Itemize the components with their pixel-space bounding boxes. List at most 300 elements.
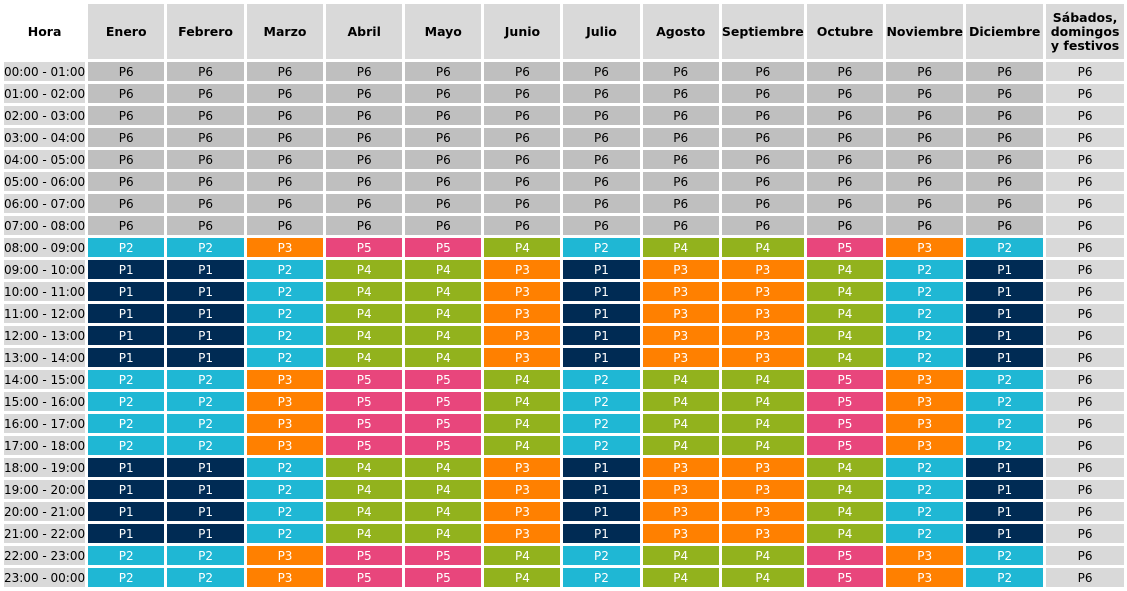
period-cell: P4 — [326, 524, 402, 543]
period-cell: P3 — [247, 546, 323, 565]
period-cell: P6 — [247, 172, 323, 191]
period-cell: P5 — [326, 370, 402, 389]
period-cell: P1 — [563, 458, 639, 477]
period-cell: P6 — [167, 216, 244, 235]
hour-label: 18:00 - 19:00 — [4, 458, 85, 477]
table-row — [4, 524, 1124, 543]
weekend-period-cell: P6 — [1046, 546, 1124, 565]
period-cell: P1 — [88, 326, 164, 345]
period-cell: P1 — [167, 502, 244, 521]
period-cell: P6 — [886, 128, 963, 147]
weekend-period-cell: P6 — [1046, 568, 1124, 587]
period-cell: P1 — [167, 304, 244, 323]
period-cell: P4 — [722, 370, 804, 389]
period-cell: P6 — [643, 172, 719, 191]
period-cell: P6 — [484, 128, 560, 147]
weekend-period-cell: P6 — [1046, 106, 1124, 125]
hour-label: 03:00 - 04:00 — [4, 128, 85, 147]
period-cell: P3 — [722, 502, 804, 521]
period-cell: P5 — [807, 414, 884, 433]
weekend-period-cell: P6 — [1046, 502, 1124, 521]
period-cell: P1 — [88, 260, 164, 279]
period-cell: P2 — [563, 568, 639, 587]
period-cell: P6 — [326, 106, 402, 125]
period-cell: P4 — [484, 436, 560, 455]
period-cell: P2 — [247, 502, 323, 521]
period-cell: P6 — [886, 194, 963, 213]
period-cell: P2 — [886, 282, 963, 301]
period-cell: P2 — [88, 546, 164, 565]
period-cell: P6 — [88, 84, 164, 103]
period-cell: P3 — [643, 348, 719, 367]
period-cell: P2 — [886, 260, 963, 279]
period-cell: P6 — [807, 84, 884, 103]
period-cell: P3 — [722, 458, 804, 477]
period-cell: P2 — [88, 414, 164, 433]
period-cell: P1 — [563, 524, 639, 543]
period-cell: P2 — [886, 502, 963, 521]
period-cell: P6 — [563, 62, 639, 81]
period-cell: P6 — [247, 194, 323, 213]
period-cell: P6 — [643, 216, 719, 235]
hour-label: 05:00 - 06:00 — [4, 172, 85, 191]
period-cell: P6 — [722, 84, 804, 103]
period-cell: P3 — [484, 348, 560, 367]
period-cell: P2 — [966, 436, 1043, 455]
period-cell: P1 — [167, 348, 244, 367]
period-cell: P4 — [484, 238, 560, 257]
period-cell: P4 — [405, 458, 481, 477]
weekend-period-cell: P6 — [1046, 370, 1124, 389]
period-cell: P5 — [405, 546, 481, 565]
period-cell: P4 — [722, 436, 804, 455]
weekend-period-cell: P6 — [1046, 282, 1124, 301]
table-row — [4, 62, 1124, 81]
period-cell: P3 — [484, 282, 560, 301]
hour-label: 20:00 - 21:00 — [4, 502, 85, 521]
hour-label: 04:00 - 05:00 — [4, 150, 85, 169]
hour-label: 14:00 - 15:00 — [4, 370, 85, 389]
period-cell: P6 — [563, 106, 639, 125]
period-cell: P2 — [167, 568, 244, 587]
period-cell: P1 — [88, 524, 164, 543]
period-cell: P1 — [88, 348, 164, 367]
table-row — [4, 172, 1124, 191]
hour-label: 01:00 - 02:00 — [4, 84, 85, 103]
month-header-mayo: Mayo — [405, 4, 481, 59]
period-cell: P5 — [405, 568, 481, 587]
weekend-period-cell: P6 — [1046, 480, 1124, 499]
period-cell: P6 — [88, 172, 164, 191]
period-cell: P4 — [807, 260, 884, 279]
period-cell: P6 — [563, 128, 639, 147]
month-header-septiembre: Septiembre — [722, 4, 804, 59]
period-cell: P5 — [326, 568, 402, 587]
period-cell: P6 — [484, 150, 560, 169]
period-cell: P4 — [722, 392, 804, 411]
period-cell: P6 — [88, 62, 164, 81]
period-cell: P3 — [886, 414, 963, 433]
hour-label: 13:00 - 14:00 — [4, 348, 85, 367]
weekend-period-cell: P6 — [1046, 150, 1124, 169]
hour-label: 11:00 - 12:00 — [4, 304, 85, 323]
period-cell: P4 — [722, 238, 804, 257]
month-header-abril: Abril — [326, 4, 402, 59]
period-cell: P4 — [405, 326, 481, 345]
period-cell: P1 — [966, 458, 1043, 477]
period-cell: P1 — [167, 282, 244, 301]
period-cell: P6 — [722, 62, 804, 81]
period-cell: P3 — [643, 326, 719, 345]
period-cell: P4 — [643, 568, 719, 587]
table-row — [4, 128, 1124, 147]
table-row — [4, 480, 1124, 499]
period-cell: P1 — [88, 480, 164, 499]
table-row — [4, 260, 1124, 279]
period-cell: P2 — [966, 568, 1043, 587]
period-cell: P3 — [643, 304, 719, 323]
month-header-julio: Julio — [563, 4, 639, 59]
period-cell: P3 — [484, 458, 560, 477]
period-cell: P6 — [88, 106, 164, 125]
period-cell: P4 — [484, 546, 560, 565]
weekend-holiday-header: Sábados, domingos y festivos — [1046, 4, 1124, 59]
period-cell: P3 — [643, 480, 719, 499]
period-cell: P2 — [247, 326, 323, 345]
period-cell: P3 — [247, 238, 323, 257]
period-cell: P1 — [167, 260, 244, 279]
period-cell: P1 — [563, 502, 639, 521]
period-cell: P4 — [326, 348, 402, 367]
period-cell: P6 — [966, 216, 1043, 235]
hour-label: 17:00 - 18:00 — [4, 436, 85, 455]
period-cell: P5 — [326, 238, 402, 257]
period-cell: P5 — [326, 392, 402, 411]
period-cell: P6 — [247, 62, 323, 81]
period-cell: P1 — [966, 502, 1043, 521]
period-cell: P1 — [88, 502, 164, 521]
period-cell: P6 — [807, 62, 884, 81]
period-cell: P6 — [88, 128, 164, 147]
period-cell: P4 — [807, 458, 884, 477]
weekend-period-cell: P6 — [1046, 216, 1124, 235]
period-cell: P1 — [88, 458, 164, 477]
hour-label: 07:00 - 08:00 — [4, 216, 85, 235]
period-cell: P2 — [247, 304, 323, 323]
period-cell: P6 — [326, 172, 402, 191]
period-cell: P6 — [722, 194, 804, 213]
period-cell: P2 — [247, 524, 323, 543]
period-cell: P6 — [326, 84, 402, 103]
period-cell: P4 — [807, 304, 884, 323]
period-cell: P1 — [563, 282, 639, 301]
period-cell: P4 — [326, 326, 402, 345]
period-cell: P6 — [88, 194, 164, 213]
month-header-diciembre: Diciembre — [966, 4, 1043, 59]
period-cell: P5 — [405, 436, 481, 455]
weekend-period-cell: P6 — [1046, 304, 1124, 323]
period-cell: P4 — [405, 304, 481, 323]
period-cell: P6 — [886, 150, 963, 169]
period-cell: P6 — [167, 62, 244, 81]
period-cell: P4 — [326, 458, 402, 477]
period-cell: P5 — [807, 546, 884, 565]
period-cell: P4 — [807, 326, 884, 345]
period-cell: P6 — [484, 194, 560, 213]
period-cell: P1 — [563, 304, 639, 323]
period-cell: P2 — [247, 260, 323, 279]
period-cell: P6 — [966, 62, 1043, 81]
period-cell: P6 — [722, 106, 804, 125]
period-cell: P3 — [643, 502, 719, 521]
period-cell: P6 — [247, 84, 323, 103]
period-cell: P1 — [167, 524, 244, 543]
period-cell: P5 — [807, 436, 884, 455]
period-cell: P2 — [167, 414, 244, 433]
period-cell: P4 — [807, 282, 884, 301]
month-header-agosto: Agosto — [643, 4, 719, 59]
period-cell: P4 — [326, 502, 402, 521]
period-cell: P6 — [563, 216, 639, 235]
period-cell: P2 — [167, 436, 244, 455]
period-cell: P3 — [886, 370, 963, 389]
period-cell: P6 — [326, 194, 402, 213]
period-cell: P4 — [405, 260, 481, 279]
period-cell: P5 — [405, 414, 481, 433]
period-cell: P1 — [167, 326, 244, 345]
period-cell: P6 — [405, 106, 481, 125]
period-cell: P3 — [886, 238, 963, 257]
hour-label: 23:00 - 00:00 — [4, 568, 85, 587]
period-cell: P3 — [722, 348, 804, 367]
period-cell: P2 — [167, 238, 244, 257]
hour-column-header: Hora — [4, 4, 85, 59]
hour-label: 09:00 - 10:00 — [4, 260, 85, 279]
hour-label: 15:00 - 16:00 — [4, 392, 85, 411]
period-cell: P4 — [807, 502, 884, 521]
period-cell: P2 — [563, 414, 639, 433]
period-cell: P1 — [966, 480, 1043, 499]
period-cell: P6 — [886, 172, 963, 191]
weekend-period-cell: P6 — [1046, 392, 1124, 411]
period-cell: P6 — [405, 172, 481, 191]
period-cell: P6 — [807, 216, 884, 235]
period-cell: P6 — [966, 84, 1043, 103]
weekend-period-cell: P6 — [1046, 194, 1124, 213]
table-row — [4, 150, 1124, 169]
period-cell: P1 — [88, 304, 164, 323]
period-cell: P2 — [886, 326, 963, 345]
month-header-enero: Enero — [88, 4, 164, 59]
month-header-marzo: Marzo — [247, 4, 323, 59]
weekend-period-cell: P6 — [1046, 326, 1124, 345]
period-cell: P6 — [966, 172, 1043, 191]
period-cell: P4 — [807, 348, 884, 367]
period-cell: P6 — [807, 172, 884, 191]
period-cell: P4 — [484, 568, 560, 587]
period-cell: P2 — [88, 238, 164, 257]
table-row — [4, 370, 1124, 389]
period-cell: P4 — [643, 414, 719, 433]
table-row — [4, 194, 1124, 213]
period-cell: P6 — [484, 106, 560, 125]
period-cell: P6 — [484, 172, 560, 191]
period-cell: P2 — [563, 436, 639, 455]
period-cell: P3 — [247, 568, 323, 587]
period-cell: P4 — [722, 546, 804, 565]
weekend-period-cell: P6 — [1046, 128, 1124, 147]
period-cell: P4 — [484, 414, 560, 433]
period-cell: P6 — [722, 150, 804, 169]
period-cell: P2 — [247, 348, 323, 367]
month-header-noviembre: Noviembre — [886, 4, 963, 59]
period-cell: P2 — [88, 392, 164, 411]
table-body — [4, 62, 1124, 587]
period-cell: P3 — [886, 546, 963, 565]
table-row — [4, 326, 1124, 345]
period-cell: P6 — [643, 150, 719, 169]
period-cell: P6 — [484, 216, 560, 235]
period-cell: P6 — [563, 150, 639, 169]
period-cell: P2 — [247, 480, 323, 499]
period-cell: P2 — [247, 458, 323, 477]
period-cell: P2 — [563, 238, 639, 257]
period-cell: P6 — [886, 62, 963, 81]
period-cell: P4 — [326, 304, 402, 323]
period-cell: P6 — [88, 150, 164, 169]
period-cell: P3 — [643, 282, 719, 301]
period-cell: P3 — [484, 326, 560, 345]
period-cell: P5 — [405, 238, 481, 257]
table-row — [4, 502, 1124, 521]
period-cell: P3 — [722, 480, 804, 499]
period-cell: P6 — [326, 150, 402, 169]
period-cell: P6 — [563, 84, 639, 103]
period-cell: P1 — [167, 480, 244, 499]
weekend-period-cell: P6 — [1046, 524, 1124, 543]
weekend-period-cell: P6 — [1046, 348, 1124, 367]
table-row — [4, 546, 1124, 565]
period-cell: P5 — [807, 370, 884, 389]
period-cell: P1 — [563, 348, 639, 367]
period-cell: P6 — [966, 128, 1043, 147]
period-cell: P2 — [886, 348, 963, 367]
period-cell: P6 — [886, 216, 963, 235]
period-cell: P6 — [643, 106, 719, 125]
period-cell: P4 — [405, 348, 481, 367]
hour-label: 10:00 - 11:00 — [4, 282, 85, 301]
hour-label: 16:00 - 17:00 — [4, 414, 85, 433]
period-cell: P6 — [563, 194, 639, 213]
period-cell: P4 — [326, 480, 402, 499]
hour-label: 19:00 - 20:00 — [4, 480, 85, 499]
period-cell: P4 — [326, 282, 402, 301]
period-cell: P2 — [966, 238, 1043, 257]
period-cell: P6 — [405, 194, 481, 213]
period-cell: P4 — [484, 392, 560, 411]
period-cell: P1 — [88, 282, 164, 301]
hour-label: 12:00 - 13:00 — [4, 326, 85, 345]
period-cell: P6 — [405, 62, 481, 81]
period-cell: P6 — [807, 106, 884, 125]
hour-label: 22:00 - 23:00 — [4, 546, 85, 565]
period-cell: P2 — [966, 370, 1043, 389]
table-row — [4, 304, 1124, 323]
period-cell: P1 — [563, 326, 639, 345]
period-cell: P3 — [886, 568, 963, 587]
period-cell: P6 — [807, 194, 884, 213]
period-cell: P2 — [886, 480, 963, 499]
period-cell: P4 — [722, 568, 804, 587]
period-cell: P1 — [966, 348, 1043, 367]
period-cell: P6 — [643, 194, 719, 213]
period-cell: P3 — [247, 436, 323, 455]
period-cell: P3 — [722, 524, 804, 543]
period-cell: P3 — [484, 524, 560, 543]
table-row — [4, 414, 1124, 433]
period-cell: P4 — [807, 524, 884, 543]
period-cell: P4 — [405, 480, 481, 499]
period-cell: P4 — [807, 480, 884, 499]
header-row — [4, 4, 1124, 59]
period-cell: P2 — [966, 414, 1043, 433]
hour-label: 21:00 - 22:00 — [4, 524, 85, 543]
period-cell: P6 — [405, 150, 481, 169]
table-row — [4, 238, 1124, 257]
period-cell: P4 — [722, 414, 804, 433]
period-cell: P4 — [643, 392, 719, 411]
weekend-period-cell: P6 — [1046, 62, 1124, 81]
period-cell: P3 — [643, 524, 719, 543]
period-cell: P3 — [484, 502, 560, 521]
period-cell: P1 — [966, 326, 1043, 345]
period-cell: P2 — [563, 546, 639, 565]
period-cell: P6 — [886, 84, 963, 103]
period-cell: P5 — [405, 392, 481, 411]
weekend-period-cell: P6 — [1046, 238, 1124, 257]
hour-label: 00:00 - 01:00 — [4, 62, 85, 81]
period-cell: P6 — [643, 128, 719, 147]
period-cell: P2 — [563, 392, 639, 411]
weekend-period-cell: P6 — [1046, 436, 1124, 455]
period-cell: P4 — [643, 546, 719, 565]
hour-label: 06:00 - 07:00 — [4, 194, 85, 213]
period-cell: P3 — [484, 304, 560, 323]
period-cell: P6 — [886, 106, 963, 125]
period-cell: P3 — [247, 392, 323, 411]
period-cell: P3 — [886, 392, 963, 411]
table-row — [4, 216, 1124, 235]
period-cell: P3 — [722, 260, 804, 279]
period-cell: P5 — [405, 370, 481, 389]
table-row — [4, 106, 1124, 125]
period-cell: P6 — [722, 216, 804, 235]
period-cell: P6 — [722, 172, 804, 191]
weekend-period-cell: P6 — [1046, 458, 1124, 477]
period-cell: P1 — [966, 260, 1043, 279]
period-cell: P3 — [722, 304, 804, 323]
period-cell: P2 — [167, 546, 244, 565]
period-cell: P1 — [563, 480, 639, 499]
period-cell: P1 — [966, 524, 1043, 543]
hour-label: 08:00 - 09:00 — [4, 238, 85, 257]
period-cell: P5 — [807, 238, 884, 257]
weekend-period-cell: P6 — [1046, 172, 1124, 191]
period-cell: P4 — [643, 436, 719, 455]
month-header-febrero: Febrero — [167, 4, 244, 59]
weekend-period-cell: P6 — [1046, 414, 1124, 433]
period-cell: P2 — [886, 458, 963, 477]
